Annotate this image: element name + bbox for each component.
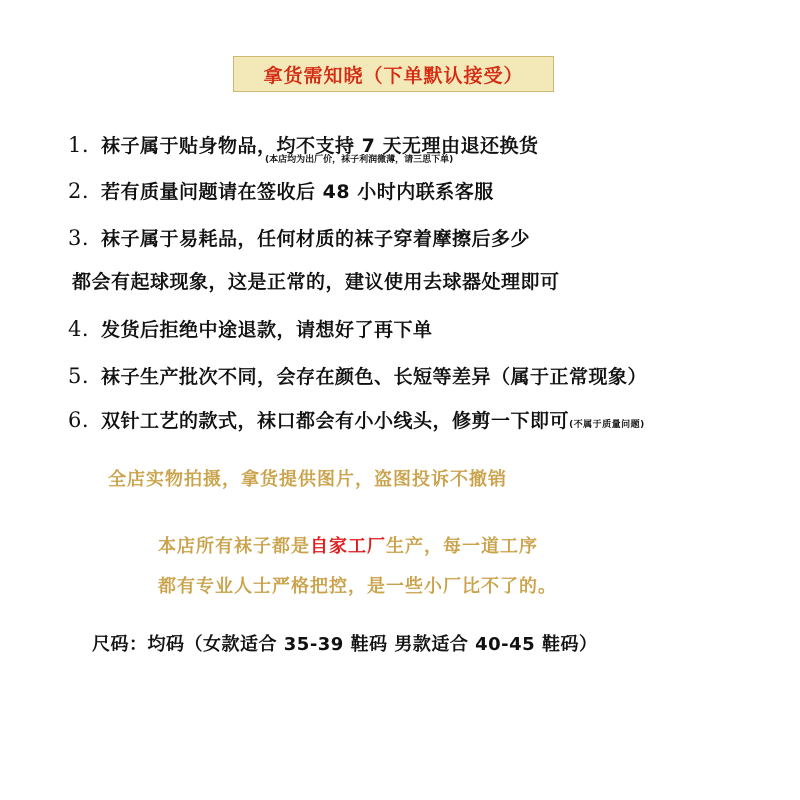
item-number: 2.	[68, 179, 90, 203]
list-item-3	[68, 224, 530, 251]
list-item-4	[68, 315, 433, 342]
item-1-note: (本店均为出厂价，袜子利润微薄，请三思下单)	[265, 155, 454, 165]
item-number: 1.	[68, 133, 90, 157]
list-item-2	[68, 177, 494, 204]
factory-text-pre: 本店所有袜子都是	[158, 536, 310, 557]
item-text: 双针工艺的款式，袜口都会有小小线头，修剪一下即可	[101, 410, 570, 432]
item-text: 袜子属于贴身物品，均不支持 7 天无理由退还换货	[101, 135, 539, 157]
item-text: 若有质量问题请在签收后 48 小时内联系客服	[101, 181, 494, 203]
item-text: 袜子属于易耗品，任何材质的袜子穿着摩擦后多少	[101, 228, 531, 250]
list-item-5	[68, 362, 647, 389]
item-text: 发货后拒绝中途退款，请想好了再下单	[101, 319, 433, 341]
notice-header	[233, 56, 554, 92]
list-item-3-continuation: 都会有起球现象，这是正常的，建议使用去球器处理即可	[72, 271, 560, 293]
photo-notice: 全店实物拍摄，拿货提供图片，盗图投诉不撤销	[108, 469, 507, 490]
factory-highlight: 自家工厂	[310, 536, 386, 557]
item-text: 袜子生产批次不同，会存在颜色、长短等差异（属于正常现象）	[101, 366, 648, 388]
item-number: 6.	[68, 408, 90, 432]
factory-statement-line1	[158, 532, 538, 558]
list-item-6	[68, 406, 645, 433]
item-number: 4.	[68, 317, 90, 341]
item-6-note: (不属于质量问题)	[569, 420, 645, 430]
factory-statement-line2: 都有专业人士严格把控，是一些小厂比不了的。	[158, 576, 557, 597]
item-number: 3.	[68, 226, 90, 250]
notice-title: 拿货需知晓（下单默认接受）	[263, 64, 524, 87]
size-info: 尺码：均码（女款适合 35-39 鞋码 男款适合 40-45 鞋码）	[92, 634, 598, 655]
factory-text-post: 生产，每一道工序	[386, 536, 538, 557]
item-number: 5.	[68, 364, 90, 388]
